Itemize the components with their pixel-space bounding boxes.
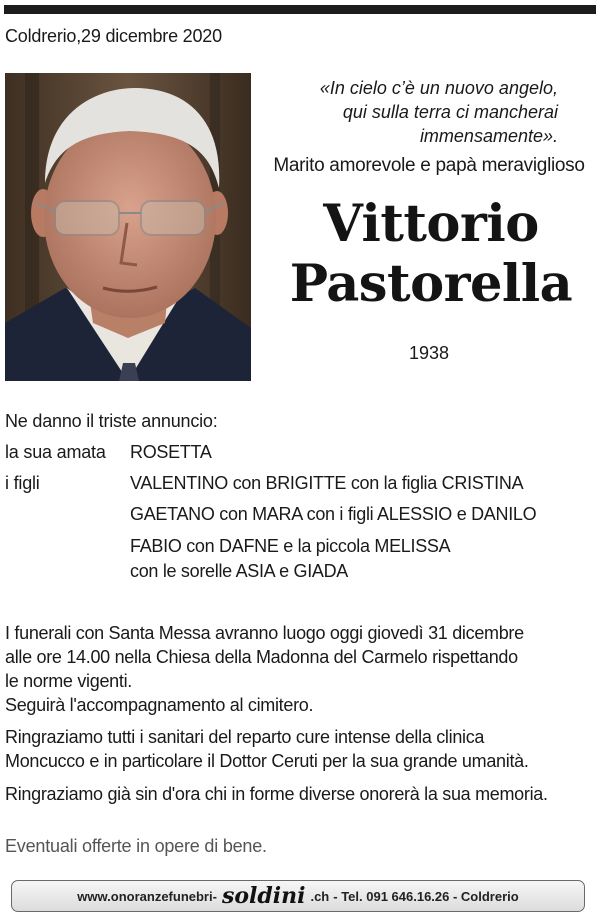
quote-line: «In cielo c’è un nuovo angelo,: [319, 78, 558, 98]
family-member: con le sorelle ASIA e GIADA: [130, 561, 349, 581]
family-member: FABIO con DAFNE e la piccola MELISSA: [130, 536, 451, 556]
subtitle: Marito amorevole e papà meraviglioso: [273, 155, 585, 176]
top-rule: [4, 5, 596, 14]
birth-year: 1938: [408, 343, 450, 363]
thanks-paragraph-2: Ringraziamo già sin d'ora chi in forme diverse onorerà la sua memoria.: [5, 784, 548, 804]
text-line: I funerali con Santa Messa avranno luogo oggi giovedì 31 dicembre: [5, 623, 524, 643]
first-name: Vittorio: [323, 194, 539, 254]
family-member: ROSETTA: [130, 442, 212, 462]
footer-phone: - Tel. 091 646.16.26 - Coldrerio: [333, 888, 519, 904]
text-line: Seguirà l'accompagnamento al cimitero.: [5, 695, 314, 715]
quote-line: qui sulla terra ci mancherai: [342, 102, 558, 122]
footer-url-suffix: .ch: [310, 888, 330, 904]
announcement: Ne danno il triste annuncio:: [5, 411, 218, 431]
portrait-photo-icon: [5, 73, 251, 381]
family-label-children: i figli: [5, 473, 40, 493]
text-line: alle ore 14.00 nella Chiesa della Madonna del Carmelo rispettando: [5, 647, 518, 667]
family-member: GAETANO con MARA con i figli ALESSIO e DANILO: [130, 504, 537, 524]
footer-brand: soldini: [221, 883, 306, 909]
quote: [268, 76, 558, 148]
quote-line: immensamente».: [419, 126, 558, 146]
text-line: le norme vigenti.: [5, 671, 132, 691]
footer-banner: [11, 880, 585, 912]
footer-url-prefix: www.onoranzefunebri-: [77, 888, 217, 904]
deceased-name: [262, 194, 600, 314]
offerte-note: Eventuali offerte in opere di bene.: [5, 836, 267, 856]
family-member: VALENTINO con BRIGITTE con la figlia CRISTINA: [130, 473, 524, 493]
family-label-spouse: la sua amata: [5, 442, 106, 462]
portrait-photo: [5, 73, 251, 381]
text-line: Ringraziamo tutti i sanitari del reparto cure intense della clinica: [5, 727, 485, 747]
text-line: Moncucco e in particolare il Dottor Ceruti per la sua grande umanità.: [5, 751, 529, 771]
thanks-paragraph: [5, 725, 595, 773]
last-name: Pastorella: [289, 254, 573, 314]
funeral-paragraph: [5, 621, 595, 717]
date-line: Coldrerio,29 dicembre 2020: [5, 26, 222, 46]
